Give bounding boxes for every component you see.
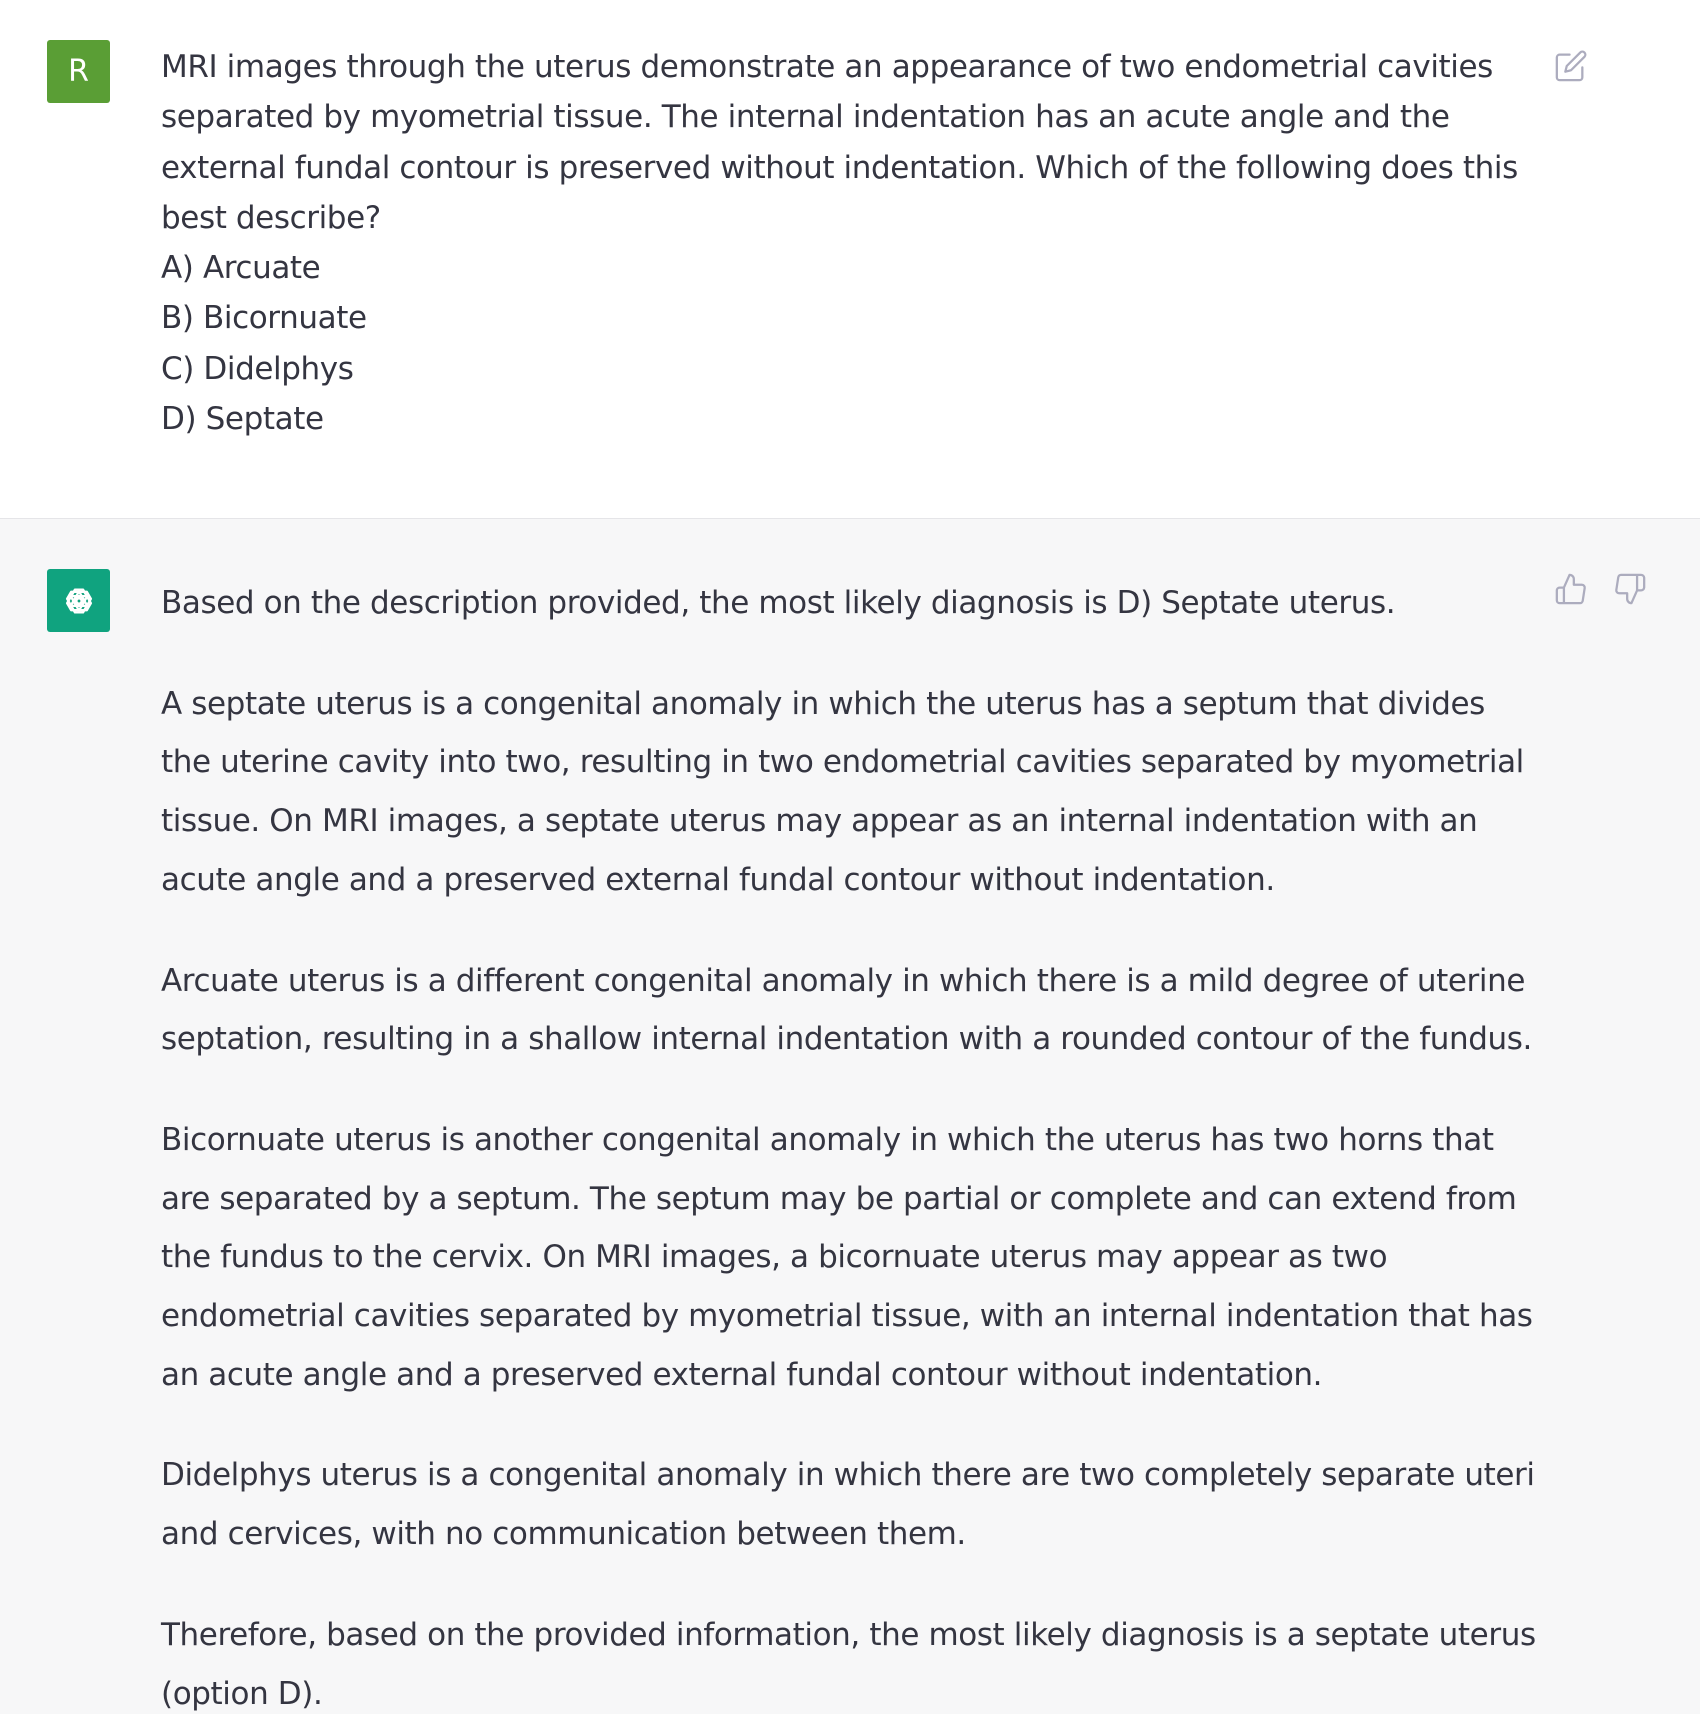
thumbs-up-button[interactable]	[1551, 569, 1591, 609]
openai-logo-icon	[57, 579, 101, 623]
answer-paragraph: A septate uterus is a congenital anomaly in which the uterus has a septum that divides the uterine cavity into two, resulting in two endometrial cavities separated by myometrial tissue. On MRI images, a septate uterus may appear as an internal indentation with an acute angle and a preserved external fundal contour without indentation.	[161, 685, 1524, 898]
thumbs-up-icon	[1554, 572, 1588, 606]
thumbs-down-icon	[1613, 572, 1647, 606]
answer-paragraph: Bicornuate uterus is another congenital anomaly in which the uterus has two horns that are separated by a septum. The septum may be partial or complete and can extend from the fundus to the cervix. On MRI images, a bicornuate uterus may appear as two endometrial cavities separated by myometrial tissue, with an internal indentation that has an acute angle and a preserved external fundal contour without indentation.	[161, 1121, 1533, 1393]
question-text: MRI images through the uterus demonstrate an appearance of two endometrial cavities separated by myometrial tissue. The internal indentation has an acute angle and the external fundal contour is preserved without indentation. Which of the following does this best describe?	[161, 49, 1518, 236]
edit-button[interactable]	[1551, 46, 1591, 86]
option-a: A) Arcuate	[161, 250, 321, 287]
user-avatar-letter: R	[68, 53, 89, 89]
answer-paragraph: Therefore, based on the provided information, the most likely diagnosis is a septate uterus (option D).	[161, 1616, 1536, 1712]
edit-icon	[1554, 49, 1588, 83]
answer-paragraph: Didelphys uterus is a congenital anomaly in which there are two completely separate uteri and cervices, with no communication between them.	[161, 1457, 1535, 1553]
assistant-avatar	[47, 569, 110, 632]
option-c: C) Didelphys	[161, 350, 354, 387]
answer-paragraph: Based on the description provided, the most likely diagnosis is D) Septate uterus.	[161, 585, 1396, 621]
option-b: B) Bicornuate	[161, 300, 367, 337]
option-d: D) Septate	[161, 401, 324, 438]
user-message	[0, 0, 1700, 519]
answer-paragraph: Arcuate uterus is a different congenital anomaly in which there is a mild degree of uterine septation, resulting in a shallow internal indentation with a rounded contour of the fundus.	[161, 962, 1532, 1058]
assistant-message-text	[161, 574, 1541, 1714]
assistant-message	[0, 519, 1700, 1714]
user-message-text	[161, 42, 1541, 444]
thumbs-down-button[interactable]	[1610, 569, 1650, 609]
user-avatar	[47, 40, 110, 103]
